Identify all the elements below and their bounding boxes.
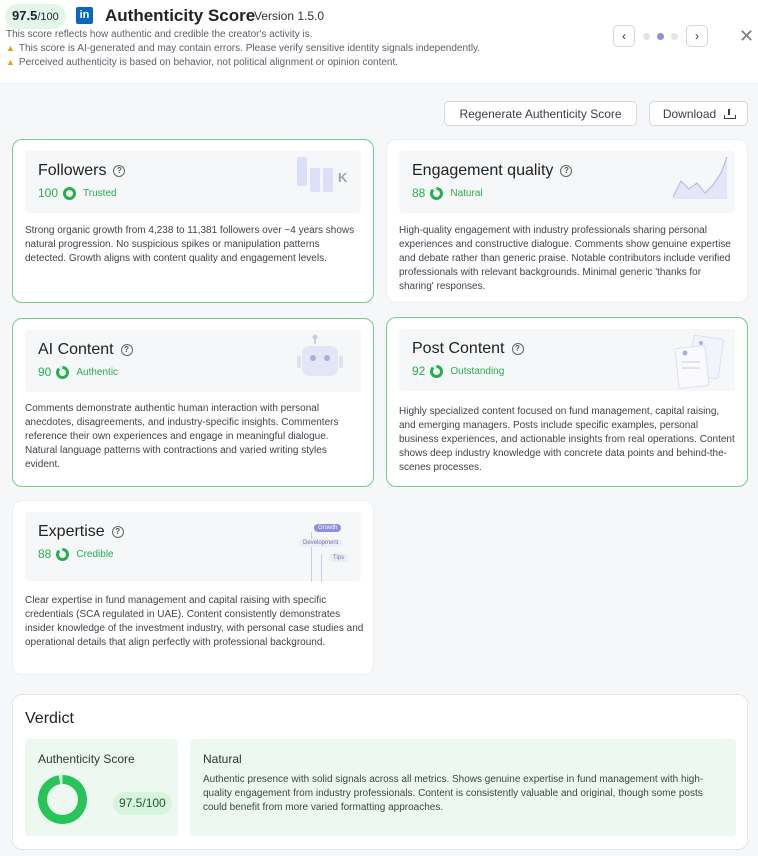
card-header	[399, 151, 735, 213]
card-title: Post Content ?	[412, 340, 524, 358]
card-score	[38, 186, 117, 200]
header-score-value: 97.5	[12, 8, 38, 23]
tag-growth: Growth	[314, 524, 341, 532]
verdict-summary-title: Natural	[203, 752, 242, 766]
card-description: Highly specialized content focused on fund management, capital raising, and emerging managers. Posts include specific examples, personal business experiences, and actionable insights from real operations. Content shows deep industry knowledge with concrete data points and behind-the-scenes processes.	[399, 406, 735, 473]
card-score-value: 92	[412, 364, 426, 378]
header-score-badge	[5, 4, 66, 29]
verdict-title: Verdict	[25, 710, 74, 727]
card-score-value: 100	[38, 186, 59, 200]
help-icon[interactable]: ?	[560, 165, 572, 177]
warning-icon: ▲	[6, 57, 15, 67]
card-description: Clear expertise in fund management and capital raising with specific credentials (SCA regulated in UAE). Content consistently demonstrates insider knowledge of the investment industry, with personal case studies and operational details that align perfectly with professional background.	[25, 595, 364, 648]
documents-icon	[675, 335, 729, 391]
header-warning-2	[6, 57, 398, 68]
expertise-card	[12, 500, 374, 675]
card-title: Expertise ?	[38, 523, 124, 541]
warning-text: This score is AI-generated and may contain errors. Please verify sensitive identity signals independently.	[18, 43, 481, 54]
help-icon[interactable]: ?	[512, 343, 524, 355]
robot-icon	[297, 334, 351, 384]
card-score-label: Outstanding	[450, 365, 505, 377]
verdict-summary-body: Authentic presence with solid signals across all metrics. Shows genuine expertise in fund management with high-quality engagement from industry professionals. Content is consistently valuable and original, though some posts could benefit from more varied formatting approaches.	[203, 774, 704, 813]
card-score	[412, 364, 504, 378]
card-score-label: Credible	[76, 548, 114, 560]
card-description: Comments demonstrate authentic human interaction with personal anecdotes, disagreements, and industry-specific insights. Commenters reference their own experiences and engage in meaningful dialogue. Natural language patterns with contractions and varied writing styles evident.	[25, 403, 339, 470]
header-score-max: /100	[37, 11, 59, 23]
tag-development: Development	[299, 539, 342, 547]
card-score-value: 90	[38, 365, 52, 379]
regenerate-button[interactable]	[444, 101, 637, 126]
help-icon[interactable]: ?	[121, 344, 133, 356]
regenerate-button-label: Regenerate Authenticity Score	[459, 106, 622, 121]
card-title: Engagement quality ?	[412, 162, 572, 180]
card-title: AI Content ?	[38, 341, 133, 359]
verdict-summary-box	[190, 739, 736, 836]
thousands-letter: K	[338, 170, 348, 185]
tags-illustration	[297, 524, 361, 582]
header-warning-1	[6, 43, 480, 54]
card-score	[38, 547, 114, 561]
engagement-card	[386, 139, 748, 303]
header	[0, 0, 758, 84]
next-page-button[interactable]: ›	[686, 25, 708, 47]
verdict-panel	[12, 694, 748, 850]
warning-text: Perceived authenticity is based on behavior, not political alignment or opinion content.	[18, 57, 399, 68]
ai-content-card	[12, 318, 374, 487]
card-header	[25, 151, 361, 213]
score-ring-icon	[56, 548, 69, 561]
card-score-value: 88	[412, 186, 426, 200]
page-dot-3[interactable]	[671, 33, 678, 40]
score-ring-icon	[430, 187, 443, 200]
page-dot-2[interactable]	[657, 33, 664, 40]
card-header	[25, 330, 361, 392]
verdict-score-value: 97.5/100	[113, 792, 172, 815]
card-score-label: Trusted	[83, 187, 117, 199]
post-content-card	[386, 317, 748, 487]
score-ring-icon	[430, 365, 443, 378]
prev-page-button[interactable]: ‹	[613, 25, 635, 47]
card-title: Followers ?	[38, 162, 125, 180]
linkedin-icon: in	[76, 7, 93, 24]
score-ring-icon	[38, 775, 87, 824]
warning-icon: ▲	[6, 43, 15, 53]
tag-tips: Tips	[329, 554, 348, 562]
followers-card	[12, 139, 374, 303]
card-header	[25, 512, 361, 581]
download-button-label: Download	[662, 106, 717, 121]
card-score	[38, 365, 118, 379]
score-ring-icon	[63, 187, 76, 200]
card-score-label: Natural	[450, 187, 483, 199]
card-header	[399, 329, 735, 391]
app-title: Authenticity Score	[105, 6, 256, 25]
help-icon[interactable]: ?	[112, 526, 124, 538]
help-icon[interactable]: ?	[113, 165, 125, 177]
close-icon[interactable]: ✕	[739, 26, 755, 46]
card-score-label: Authentic	[76, 366, 119, 378]
verdict-score-label: Authenticity Score	[38, 752, 135, 766]
bar-chart-icon	[297, 157, 357, 197]
header-description: This score reflects how authentic and credible the creator's activity is.	[6, 29, 313, 40]
card-score	[412, 186, 483, 200]
verdict-score-box	[25, 739, 178, 836]
area-chart-icon	[671, 155, 729, 201]
card-score-value: 88	[38, 547, 52, 561]
card-description: High-quality engagement with industry professionals sharing personal experiences and constructive dialogue. Comments show genuine expertise and debate rather than generic praise. Notable contributors include verified professionals with relevant backgrounds. Minimal generic 'thanks for sharing' responses.	[399, 225, 731, 292]
download-button[interactable]	[649, 101, 748, 126]
page-dot-1[interactable]	[643, 33, 650, 40]
download-icon	[724, 109, 734, 119]
card-description: Strong organic growth from 4,238 to 11,381 followers over ~4 years shows natural progression. No suspicious spikes or manipulation patterns detected. Growth aligns with content quality and engagement levels.	[25, 225, 355, 264]
version-label: Version 1.5.0	[254, 9, 325, 23]
score-ring-icon	[56, 366, 69, 379]
